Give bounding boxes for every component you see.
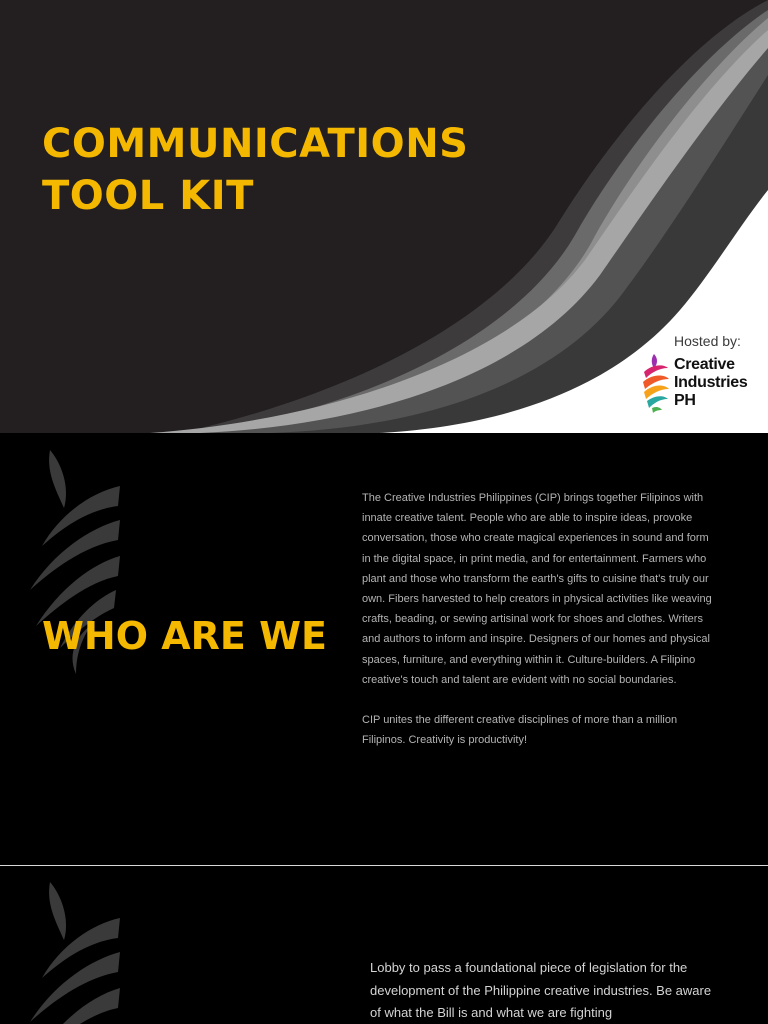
cover-title-line-2: TOOL KIT bbox=[42, 173, 254, 219]
creative-industries-logo bbox=[640, 352, 760, 414]
logo-line-3: PH bbox=[674, 392, 696, 409]
logo-wordmark bbox=[674, 356, 747, 410]
hosted-by-label: Hosted by: bbox=[674, 333, 741, 349]
cover-title-line-1: COMMUNICATIONS bbox=[42, 121, 469, 167]
cover-slide bbox=[0, 0, 768, 433]
cover-title bbox=[42, 118, 468, 222]
flame-decoration-icon-2 bbox=[20, 880, 124, 1024]
logo-line-1: Creative bbox=[674, 356, 735, 373]
who-paragraph-2: CIP unites the different creative disciplines of more than a million Filipinos. Creativity is productivity! bbox=[362, 714, 678, 747]
mission-body-text: Lobby to pass a foundational piece of legislation for the development of the Philippine creative industries. Be aware of what the Bill is and what we are fighting bbox=[370, 960, 712, 1020]
who-paragraph-1: The Creative Industries Philippines (CIP) brings together Filipinos with innate creative talent. People who are able to inspire ideas, provoke conversation, those who create magical experiences in sound and form in the digital space, in print media, and for entertainment. Farmers who plant and those who transform the earth's gifts to cuisine that's truly our own. Fibers harvested to help creators in physical activities like weaving crafts, beading, or sewing artisinal work for shoes and clothes. Writers and authors to inform and inspire. Designers of our homes and physical spaces, furniture, and everything within it. Culture-builders. A Filipino creative's touch and talent are evident with no social boundaries. bbox=[362, 492, 712, 686]
who-are-we-heading: WHO ARE WE bbox=[42, 614, 327, 658]
logo-line-2: Industries bbox=[674, 374, 748, 391]
slide-divider bbox=[0, 865, 768, 866]
who-are-we-body bbox=[362, 488, 712, 770]
logo-flame-icon bbox=[640, 352, 672, 414]
